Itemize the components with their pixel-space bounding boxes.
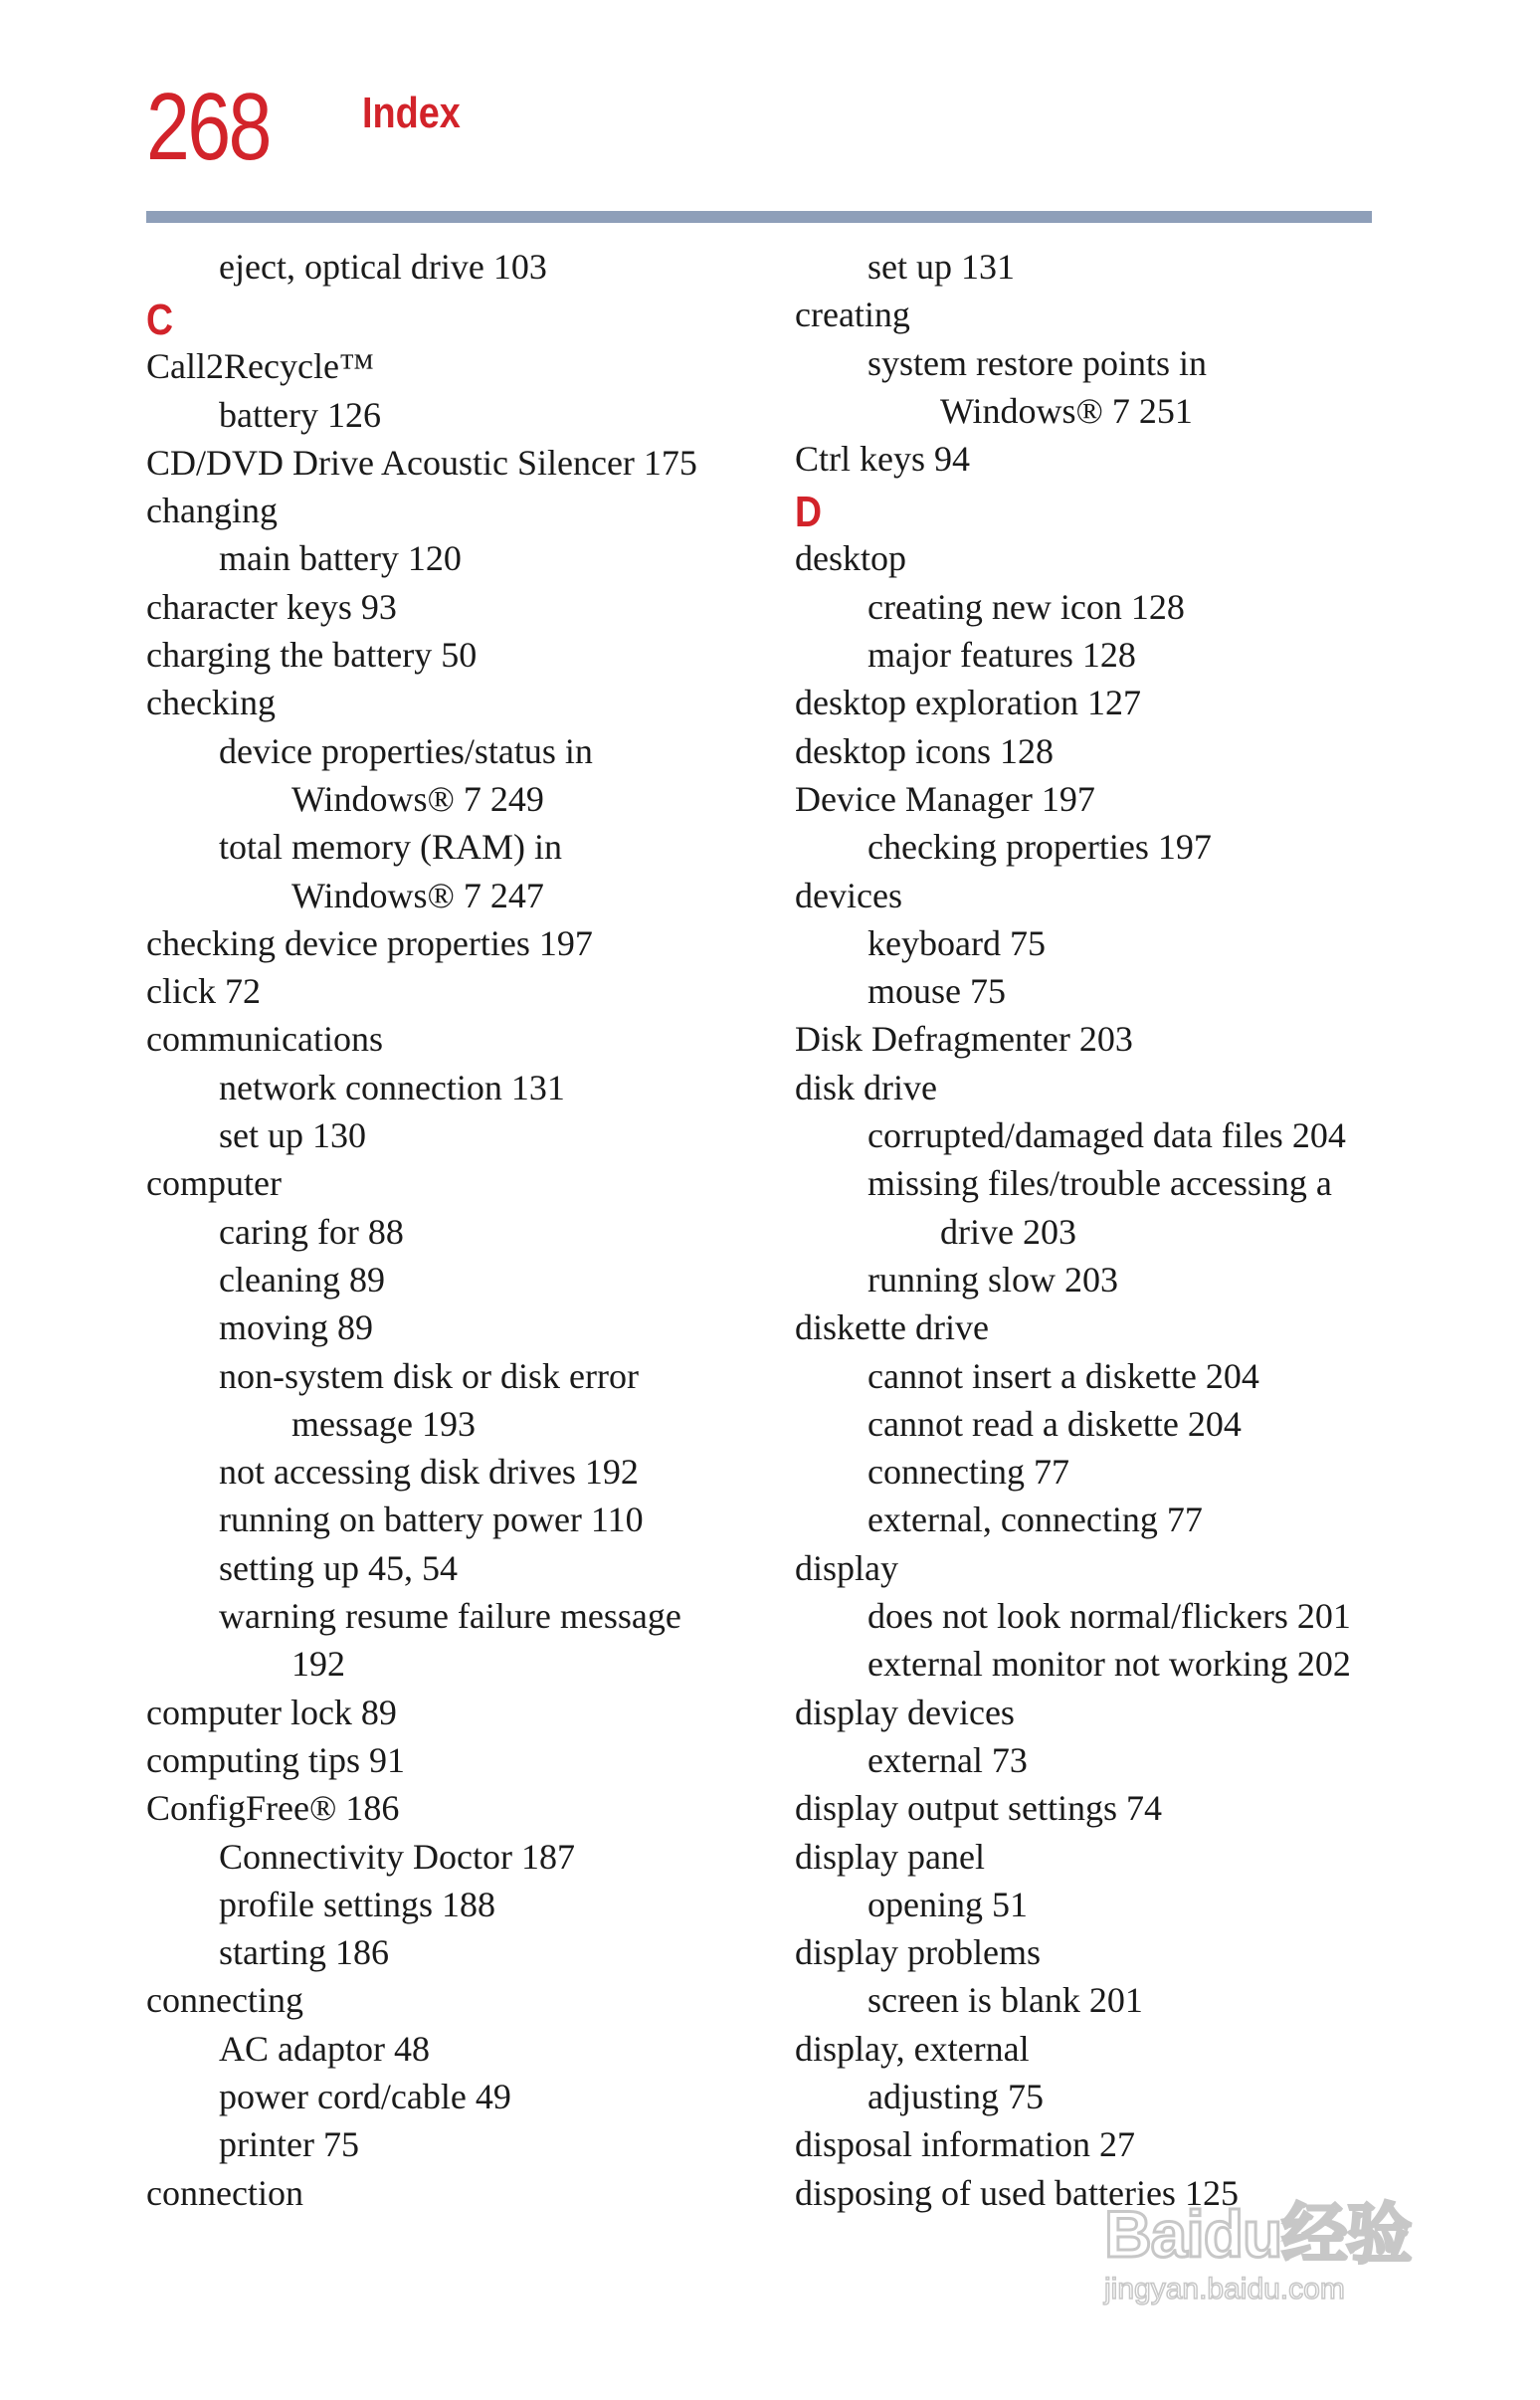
index-entry: disk drive [795,1067,937,1107]
index-subentry: total memory (RAM) in [219,827,562,868]
index-continuation: Windows® 7 251 [940,390,1193,431]
index-entry: computer lock 89 [146,1692,397,1732]
index-entry: Call2Recycle™ [146,346,375,387]
index-entry: changing [146,491,278,531]
index-entry: desktop exploration 127 [795,683,1141,723]
index-continuation: Windows® 7 249 [291,778,544,819]
index-subentry: does not look normal/flickers 201 [867,1596,1351,1637]
index-entry: character keys 93 [146,586,397,627]
index-letter-text: D [795,488,823,537]
index-entry: display problems [795,1932,1041,1973]
watermark-url: jingyan.baidu.com [1104,2273,1345,2305]
index-subentry: mouse 75 [867,971,1006,1012]
index-subentry: external 73 [867,1739,1028,1780]
index-subentry: missing files/trouble accessing a [867,1163,1332,1204]
index-entry: creating [795,295,910,335]
index-letter-heading [795,483,1392,537]
index-entry: disposal information 27 [795,2124,1135,2165]
index-entry: display [795,1547,898,1588]
index-subentry: major features 128 [867,635,1136,676]
index-subentry: keyboard 75 [867,922,1046,963]
index-entry: connection [146,2172,303,2213]
index-subentry: cannot insert a diskette 204 [867,1355,1259,1396]
index-subentry: setting up 45, 54 [219,1547,458,1588]
index-entry: desktop [795,538,906,579]
index-subentry: Connectivity Doctor 187 [219,1836,575,1877]
watermark-logo: Baidu经验 [1104,2197,1412,2271]
index-subentry: connecting 77 [867,1452,1069,1493]
index-subentry: power cord/cable 49 [219,2076,511,2116]
index-subentry: battery 126 [219,394,381,435]
index-subentry: creating new icon 128 [867,586,1185,627]
index-entry: display panel [795,1836,985,1877]
index-subentry: set up 130 [219,1115,366,1156]
index-subentry: non-system disk or disk error [219,1355,639,1396]
index-entry: Ctrl keys 94 [795,439,970,480]
index-entry: CD/DVD Drive Acoustic Silencer 175 [146,442,697,483]
index-subentry: not accessing disk drives 192 [219,1452,639,1493]
index-continuation: Windows® 7 247 [291,875,544,915]
index-letter-text: C [146,296,174,345]
index-subentry: checking properties 197 [867,827,1212,868]
index-subentry: AC adaptor 48 [219,2028,430,2069]
index-subentry: profile settings 188 [219,1884,495,1924]
index-entry: display devices [795,1692,1015,1732]
index-subentry: set up 131 [867,247,1015,287]
index-entry: connecting [146,1980,303,2021]
index-continuation: message 193 [291,1403,476,1444]
index-subentry: cleaning 89 [219,1259,385,1300]
index-subentry: running on battery power 110 [219,1500,644,1540]
index-entry: disposing of used batteries 125 [795,2172,1239,2213]
index-entry: ConfigFree® 186 [146,1788,400,1829]
index-entry: devices [795,875,902,915]
index-subentry: caring for 88 [219,1211,404,1252]
index-subentry: warning resume failure message [219,1596,681,1637]
index-subentry: main battery 120 [219,538,462,579]
index-entry: charging the battery 50 [146,635,478,676]
index-letter-heading [146,291,783,345]
index-subentry: system restore points in [867,342,1207,383]
baidu-jingyan-watermark [1104,2197,1462,2340]
index-column-right [795,243,1392,2217]
index-entry: desktop icons 128 [795,730,1054,771]
index-subentry: eject, optical drive 103 [219,247,547,287]
section-title: Index [362,89,461,137]
page-number: 268 [146,74,270,180]
index-subentry: cannot read a diskette 204 [867,1403,1242,1444]
index-entry: display output settings 74 [795,1788,1162,1829]
index-subentry: external monitor not working 202 [867,1644,1351,1685]
index-entry: Device Manager 197 [795,778,1095,819]
index-subentry: running slow 203 [867,1259,1118,1300]
index-entry: display, external [795,2028,1030,2069]
index-subentry: external, connecting 77 [867,1500,1203,1540]
index-column-left [146,243,783,2217]
index-continuation: 192 [291,1644,345,1685]
index-entry: computing tips 91 [146,1739,405,1780]
index-entry: checking [146,683,276,723]
index-subentry: network connection 131 [219,1067,565,1107]
header-rule [146,211,1372,223]
index-subentry: screen is blank 201 [867,1980,1143,2021]
index-continuation: drive 203 [940,1211,1076,1252]
index-entry: diskette drive [795,1307,989,1348]
index-entry: communications [146,1019,383,1060]
index-subentry: moving 89 [219,1307,374,1348]
index-subentry: device properties/status in [219,730,593,771]
index-subentry: corrupted/damaged data files 204 [867,1115,1346,1156]
index-subentry: adjusting 75 [867,2076,1044,2116]
index-entry: checking device properties 197 [146,922,593,963]
index-entry: computer [146,1163,282,1204]
index-entry: Disk Defragmenter 203 [795,1019,1133,1060]
index-subentry: starting 186 [219,1932,389,1973]
index-subentry: printer 75 [219,2124,359,2165]
index-entry: click 72 [146,971,261,1012]
index-subentry: opening 51 [867,1884,1028,1924]
